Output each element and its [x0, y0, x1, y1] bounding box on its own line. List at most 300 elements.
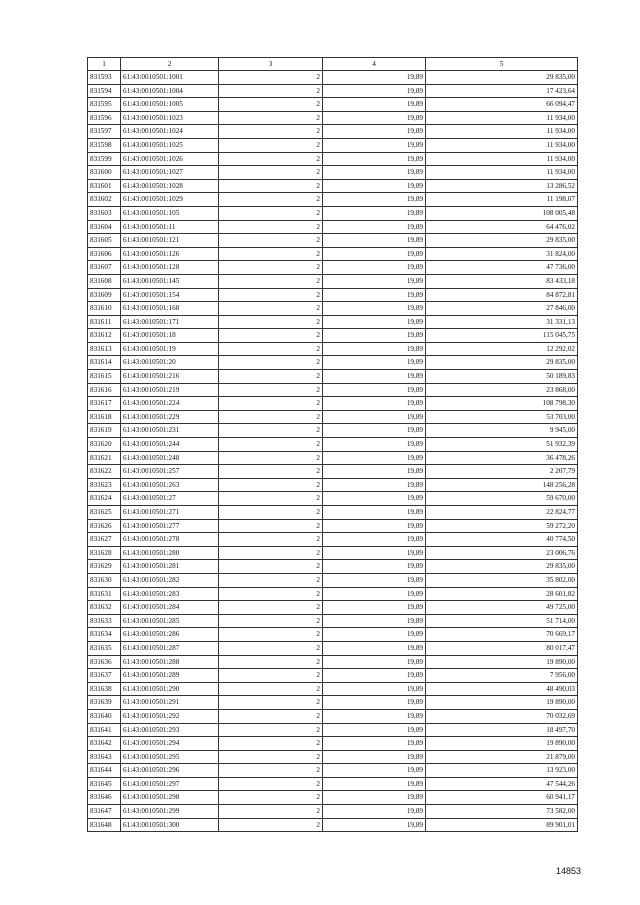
value-cell: 11 934,00 [426, 166, 578, 180]
column-4-cell: 19,89 [323, 492, 426, 506]
value-cell: 31 824,00 [426, 247, 578, 261]
cadastral-number-cell: 61:43:0010501:291 [121, 696, 219, 710]
column-4-cell: 19,89 [323, 370, 426, 384]
table-row [88, 329, 578, 343]
cadastral-number-cell: 61:43:0010501:1025 [121, 138, 219, 152]
table-row [88, 98, 578, 112]
table-row [88, 478, 578, 492]
column-4-cell: 19,89 [323, 71, 426, 85]
table-row [88, 641, 578, 655]
cadastral-number-cell: 61:43:0010501:284 [121, 601, 219, 615]
value-cell: 53 703,00 [426, 410, 578, 424]
cadastral-number-cell: 61:43:0010501:18 [121, 329, 219, 343]
value-cell: 11 934,00 [426, 125, 578, 139]
column-4-cell: 19,89 [323, 818, 426, 832]
table-row [88, 397, 578, 411]
cadastral-number-cell: 61:43:0010501:128 [121, 261, 219, 275]
column-3-cell: 2 [219, 125, 323, 139]
column-header-2: 2 [121, 58, 219, 71]
table-row [88, 777, 578, 791]
table-row [88, 696, 578, 710]
table-row [88, 805, 578, 819]
table-row [88, 193, 578, 207]
column-4-cell: 19,89 [323, 764, 426, 778]
column-3-cell: 2 [219, 519, 323, 533]
value-cell: 80 017,47 [426, 641, 578, 655]
row-number-cell: 831601 [88, 179, 121, 193]
table-row [88, 71, 578, 85]
table-row [88, 519, 578, 533]
row-number-cell: 831602 [88, 193, 121, 207]
column-4-cell: 19,89 [323, 193, 426, 207]
table-row [88, 84, 578, 98]
column-3-cell: 2 [219, 98, 323, 112]
column-3-cell: 2 [219, 546, 323, 560]
cadastral-number-cell: 61:43:0010501:1029 [121, 193, 219, 207]
row-number-cell: 831627 [88, 533, 121, 547]
cadastral-number-cell: 61:43:0010501:229 [121, 410, 219, 424]
column-4-cell: 19,89 [323, 519, 426, 533]
column-4-cell: 19,89 [323, 98, 426, 112]
registry-table [87, 57, 578, 832]
column-3-cell: 2 [219, 764, 323, 778]
value-cell: 22 824,77 [426, 506, 578, 520]
row-number-cell: 831633 [88, 614, 121, 628]
row-number-cell: 831619 [88, 424, 121, 438]
cadastral-number-cell: 61:43:0010501:288 [121, 655, 219, 669]
column-4-cell: 19,89 [323, 546, 426, 560]
column-4-cell: 19,89 [323, 111, 426, 125]
cadastral-number-cell: 61:43:0010501:285 [121, 614, 219, 628]
table-row [88, 370, 578, 384]
row-number-cell: 831612 [88, 329, 121, 343]
table-row [88, 247, 578, 261]
cadastral-number-cell: 61:43:0010501:126 [121, 247, 219, 261]
table-row [88, 315, 578, 329]
row-number-cell: 831594 [88, 84, 121, 98]
value-cell: 17 423,64 [426, 84, 578, 98]
column-3-cell: 2 [219, 750, 323, 764]
column-4-cell: 19,89 [323, 138, 426, 152]
table-row [88, 628, 578, 642]
table-row [88, 601, 578, 615]
column-4-cell: 19,89 [323, 533, 426, 547]
column-4-cell: 19,89 [323, 247, 426, 261]
table-row [88, 383, 578, 397]
column-4-cell: 19,89 [323, 383, 426, 397]
column-3-cell: 2 [219, 465, 323, 479]
cadastral-number-cell: 61:43:0010501:216 [121, 370, 219, 384]
cadastral-number-cell: 61:43:0010501:231 [121, 424, 219, 438]
value-cell: 29 835,00 [426, 356, 578, 370]
cadastral-number-cell: 61:43:0010501:292 [121, 709, 219, 723]
column-4-cell: 19,89 [323, 288, 426, 302]
table-row [88, 111, 578, 125]
value-cell: 9 945,00 [426, 424, 578, 438]
cadastral-number-cell: 61:43:0010501:105 [121, 206, 219, 220]
column-3-cell: 2 [219, 111, 323, 125]
cadastral-number-cell: 61:43:0010501:287 [121, 641, 219, 655]
column-3-cell: 2 [219, 288, 323, 302]
cadastral-number-cell: 61:43:0010501:299 [121, 805, 219, 819]
value-cell: 19 890,00 [426, 737, 578, 751]
column-3-cell: 2 [219, 247, 323, 261]
cadastral-number-cell: 61:43:0010501:282 [121, 573, 219, 587]
table-row [88, 533, 578, 547]
row-number-cell: 831637 [88, 669, 121, 683]
value-cell: 89 901,01 [426, 818, 578, 832]
row-number-cell: 831617 [88, 397, 121, 411]
row-number-cell: 831620 [88, 438, 121, 452]
cadastral-number-cell: 61:43:0010501:1005 [121, 98, 219, 112]
row-number-cell: 831634 [88, 628, 121, 642]
cadastral-number-cell: 61:43:0010501:168 [121, 302, 219, 316]
column-4-cell: 19,89 [323, 791, 426, 805]
value-cell: 64 476,02 [426, 220, 578, 234]
row-number-cell: 831624 [88, 492, 121, 506]
value-cell: 60 941,17 [426, 791, 578, 805]
cadastral-number-cell: 61:43:0010501:244 [121, 438, 219, 452]
table-row [88, 410, 578, 424]
row-number-cell: 831631 [88, 587, 121, 601]
column-3-cell: 2 [219, 424, 323, 438]
column-3-cell: 2 [219, 682, 323, 696]
column-4-cell: 19,89 [323, 641, 426, 655]
cadastral-number-cell: 61:43:0010501:219 [121, 383, 219, 397]
table-row [88, 737, 578, 751]
table-row [88, 655, 578, 669]
row-number-cell: 831638 [88, 682, 121, 696]
value-cell: 51 714,00 [426, 614, 578, 628]
value-cell: 83 433,18 [426, 274, 578, 288]
value-cell: 19 890,00 [426, 655, 578, 669]
cadastral-number-cell: 61:43:0010501:121 [121, 234, 219, 248]
value-cell: 11 934,00 [426, 152, 578, 166]
column-4-cell: 19,89 [323, 206, 426, 220]
table-row [88, 166, 578, 180]
table-row [88, 288, 578, 302]
value-cell: 19 890,00 [426, 696, 578, 710]
table-row [88, 560, 578, 574]
column-3-cell: 2 [219, 655, 323, 669]
row-number-cell: 831606 [88, 247, 121, 261]
column-4-cell: 19,89 [323, 750, 426, 764]
table-row [88, 342, 578, 356]
row-number-cell: 831622 [88, 465, 121, 479]
table-row [88, 234, 578, 248]
row-number-cell: 831621 [88, 451, 121, 465]
column-header-3: 3 [219, 58, 323, 71]
cadastral-number-cell: 61:43:0010501:1028 [121, 179, 219, 193]
cadastral-number-cell: 61:43:0010501:290 [121, 682, 219, 696]
value-cell: 11 934,00 [426, 111, 578, 125]
column-3-cell: 2 [219, 410, 323, 424]
row-number-cell: 831596 [88, 111, 121, 125]
cadastral-number-cell: 61:43:0010501:286 [121, 628, 219, 642]
column-4-cell: 19,89 [323, 655, 426, 669]
column-4-cell: 19,89 [323, 342, 426, 356]
value-cell: 148 256,28 [426, 478, 578, 492]
column-header-4: 4 [323, 58, 426, 71]
table-row [88, 791, 578, 805]
table-row [88, 125, 578, 139]
column-3-cell: 2 [219, 329, 323, 343]
cadastral-number-cell: 61:43:0010501:11 [121, 220, 219, 234]
column-3-cell: 2 [219, 138, 323, 152]
row-number-cell: 831608 [88, 274, 121, 288]
value-cell: 21 879,00 [426, 750, 578, 764]
row-number-cell: 831646 [88, 791, 121, 805]
table-row [88, 261, 578, 275]
row-number-cell: 831635 [88, 641, 121, 655]
value-cell: 70 669,17 [426, 628, 578, 642]
column-3-cell: 2 [219, 397, 323, 411]
column-3-cell: 2 [219, 669, 323, 683]
table-row [88, 492, 578, 506]
table-row [88, 152, 578, 166]
header-row [88, 58, 578, 71]
column-3-cell: 2 [219, 315, 323, 329]
column-4-cell: 19,89 [323, 84, 426, 98]
value-cell: 115 045,75 [426, 329, 578, 343]
column-3-cell: 2 [219, 709, 323, 723]
row-number-cell: 831600 [88, 166, 121, 180]
cadastral-number-cell: 61:43:0010501:1026 [121, 152, 219, 166]
column-4-cell: 19,89 [323, 424, 426, 438]
column-4-cell: 19,89 [323, 506, 426, 520]
value-cell: 12 292,02 [426, 342, 578, 356]
column-4-cell: 19,89 [323, 234, 426, 248]
value-cell: 29 835,00 [426, 71, 578, 85]
cadastral-number-cell: 61:43:0010501:278 [121, 533, 219, 547]
table-row [88, 465, 578, 479]
cadastral-number-cell: 61:43:0010501:289 [121, 669, 219, 683]
table-row [88, 818, 578, 832]
row-number-cell: 831613 [88, 342, 121, 356]
value-cell: 7 956,00 [426, 669, 578, 683]
value-cell: 11 934,00 [426, 138, 578, 152]
value-cell: 40 774,50 [426, 533, 578, 547]
row-number-cell: 831598 [88, 138, 121, 152]
cadastral-number-cell: 61:43:0010501:263 [121, 478, 219, 492]
row-number-cell: 831628 [88, 546, 121, 560]
value-cell: 29 835,00 [426, 560, 578, 574]
row-number-cell: 831611 [88, 315, 121, 329]
cadastral-number-cell: 61:43:0010501:19 [121, 342, 219, 356]
value-cell: 108 798,30 [426, 397, 578, 411]
table-row [88, 356, 578, 370]
column-4-cell: 19,89 [323, 410, 426, 424]
column-4-cell: 19,89 [323, 723, 426, 737]
column-3-cell: 2 [219, 193, 323, 207]
cadastral-number-cell: 61:43:0010501:224 [121, 397, 219, 411]
column-3-cell: 2 [219, 573, 323, 587]
table-row [88, 438, 578, 452]
value-cell: 49 725,00 [426, 601, 578, 615]
cadastral-number-cell: 61:43:0010501:1023 [121, 111, 219, 125]
column-3-cell: 2 [219, 261, 323, 275]
column-4-cell: 19,89 [323, 601, 426, 615]
column-3-cell: 2 [219, 696, 323, 710]
cadastral-number-cell: 61:43:0010501:1027 [121, 166, 219, 180]
table-row [88, 573, 578, 587]
value-cell: 50 189,83 [426, 370, 578, 384]
value-cell: 28 601,82 [426, 587, 578, 601]
row-number-cell: 831616 [88, 383, 121, 397]
column-3-cell: 2 [219, 533, 323, 547]
column-3-cell: 2 [219, 179, 323, 193]
column-3-cell: 2 [219, 818, 323, 832]
column-4-cell: 19,89 [323, 614, 426, 628]
column-3-cell: 2 [219, 383, 323, 397]
table-body [88, 71, 578, 832]
column-3-cell: 2 [219, 628, 323, 642]
column-3-cell: 2 [219, 274, 323, 288]
row-number-cell: 831614 [88, 356, 121, 370]
column-3-cell: 2 [219, 438, 323, 452]
page-number: 14853 [556, 866, 582, 876]
value-cell: 31 331,13 [426, 315, 578, 329]
row-number-cell: 831604 [88, 220, 121, 234]
column-3-cell: 2 [219, 220, 323, 234]
row-number-cell: 831642 [88, 737, 121, 751]
table-row [88, 750, 578, 764]
row-number-cell: 831645 [88, 777, 121, 791]
column-3-cell: 2 [219, 805, 323, 819]
column-3-cell: 2 [219, 206, 323, 220]
value-cell: 13 286,52 [426, 179, 578, 193]
table-row [88, 723, 578, 737]
row-number-cell: 831605 [88, 234, 121, 248]
row-number-cell: 831618 [88, 410, 121, 424]
row-number-cell: 831647 [88, 805, 121, 819]
table-row [88, 764, 578, 778]
column-3-cell: 2 [219, 492, 323, 506]
column-3-cell: 2 [219, 370, 323, 384]
column-3-cell: 2 [219, 84, 323, 98]
value-cell: 70 032,69 [426, 709, 578, 723]
cadastral-number-cell: 61:43:0010501:297 [121, 777, 219, 791]
table-row [88, 220, 578, 234]
value-cell: 84 872,81 [426, 288, 578, 302]
table-row [88, 669, 578, 683]
column-4-cell: 19,89 [323, 329, 426, 343]
table-row [88, 206, 578, 220]
table-header [88, 58, 578, 71]
row-number-cell: 831625 [88, 506, 121, 520]
cadastral-number-cell: 61:43:0010501:145 [121, 274, 219, 288]
row-number-cell: 831615 [88, 370, 121, 384]
table-row [88, 546, 578, 560]
column-4-cell: 19,89 [323, 669, 426, 683]
cadastral-number-cell: 61:43:0010501:300 [121, 818, 219, 832]
table-row [88, 451, 578, 465]
column-3-cell: 2 [219, 478, 323, 492]
row-number-cell: 831626 [88, 519, 121, 533]
value-cell: 35 802,00 [426, 573, 578, 587]
column-4-cell: 19,89 [323, 438, 426, 452]
column-4-cell: 19,89 [323, 220, 426, 234]
column-4-cell: 19,89 [323, 465, 426, 479]
column-4-cell: 19,89 [323, 315, 426, 329]
column-4-cell: 19,89 [323, 573, 426, 587]
cadastral-number-cell: 61:43:0010501:281 [121, 560, 219, 574]
table-row [88, 587, 578, 601]
column-4-cell: 19,89 [323, 737, 426, 751]
row-number-cell: 831599 [88, 152, 121, 166]
value-cell: 27 846,00 [426, 302, 578, 316]
column-4-cell: 19,89 [323, 628, 426, 642]
value-cell: 11 198,07 [426, 193, 578, 207]
column-3-cell: 2 [219, 791, 323, 805]
value-cell: 29 835,00 [426, 234, 578, 248]
column-4-cell: 19,89 [323, 696, 426, 710]
column-4-cell: 19,89 [323, 356, 426, 370]
column-3-cell: 2 [219, 451, 323, 465]
column-3-cell: 2 [219, 234, 323, 248]
column-4-cell: 19,89 [323, 709, 426, 723]
cadastral-number-cell: 61:43:0010501:1001 [121, 71, 219, 85]
value-cell: 23 868,00 [426, 383, 578, 397]
column-3-cell: 2 [219, 723, 323, 737]
cadastral-number-cell: 61:43:0010501:277 [121, 519, 219, 533]
table-row [88, 179, 578, 193]
value-cell: 2 207,79 [426, 465, 578, 479]
table-row [88, 709, 578, 723]
row-number-cell: 831603 [88, 206, 121, 220]
column-4-cell: 19,89 [323, 560, 426, 574]
column-4-cell: 19,89 [323, 451, 426, 465]
row-number-cell: 831593 [88, 71, 121, 85]
column-4-cell: 19,89 [323, 777, 426, 791]
row-number-cell: 831610 [88, 302, 121, 316]
value-cell: 13 923,00 [426, 764, 578, 778]
row-number-cell: 831636 [88, 655, 121, 669]
row-number-cell: 831609 [88, 288, 121, 302]
value-cell: 23 006,76 [426, 546, 578, 560]
value-cell: 59 670,00 [426, 492, 578, 506]
row-number-cell: 831640 [88, 709, 121, 723]
cadastral-number-cell: 61:43:0010501:283 [121, 587, 219, 601]
column-3-cell: 2 [219, 614, 323, 628]
column-4-cell: 19,89 [323, 805, 426, 819]
cadastral-number-cell: 61:43:0010501:27 [121, 492, 219, 506]
column-4-cell: 19,89 [323, 397, 426, 411]
cadastral-number-cell: 61:43:0010501:257 [121, 465, 219, 479]
row-number-cell: 831644 [88, 764, 121, 778]
column-4-cell: 19,89 [323, 478, 426, 492]
column-3-cell: 2 [219, 302, 323, 316]
row-number-cell: 831648 [88, 818, 121, 832]
column-3-cell: 2 [219, 356, 323, 370]
value-cell: 66 094,47 [426, 98, 578, 112]
value-cell: 47 544,26 [426, 777, 578, 791]
cadastral-number-cell: 61:43:0010501:298 [121, 791, 219, 805]
value-cell: 59 272,20 [426, 519, 578, 533]
column-4-cell: 19,89 [323, 261, 426, 275]
table-row [88, 302, 578, 316]
column-4-cell: 19,89 [323, 302, 426, 316]
cadastral-number-cell: 61:43:0010501:296 [121, 764, 219, 778]
column-4-cell: 19,89 [323, 682, 426, 696]
cadastral-number-cell: 61:43:0010501:1024 [121, 125, 219, 139]
column-3-cell: 2 [219, 506, 323, 520]
cadastral-number-cell: 61:43:0010501:294 [121, 737, 219, 751]
row-number-cell: 831641 [88, 723, 121, 737]
value-cell: 108 005,48 [426, 206, 578, 220]
column-4-cell: 19,89 [323, 179, 426, 193]
column-3-cell: 2 [219, 166, 323, 180]
